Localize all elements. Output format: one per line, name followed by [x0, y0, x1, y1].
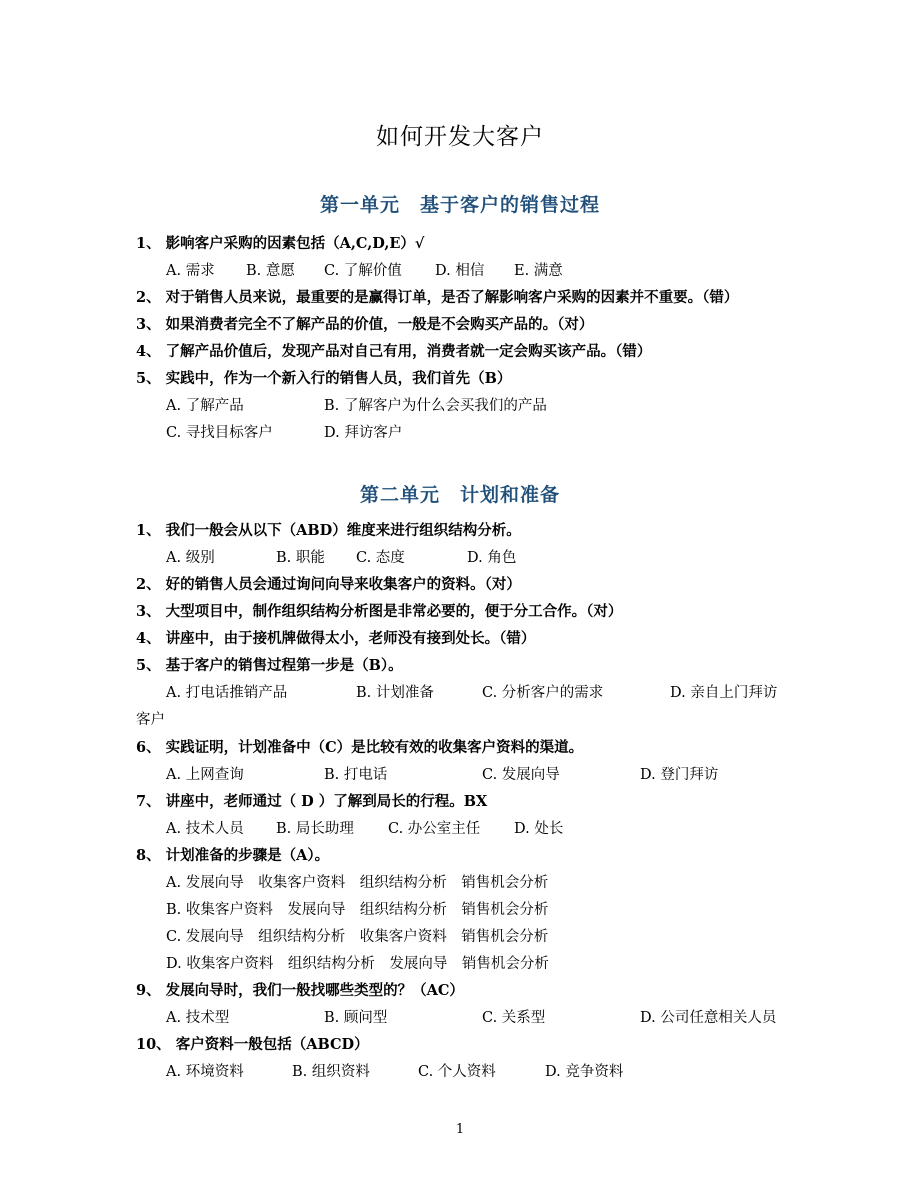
- option: A. 技术型: [166, 1010, 230, 1026]
- option: A. 环境资料: [166, 1064, 244, 1080]
- option: C. 寻找目标客户: [166, 425, 273, 441]
- option: D. 竞争资料: [545, 1064, 624, 1080]
- option: A. 级别: [166, 550, 215, 566]
- question-2-4: 4、 讲座中，由于接机牌做得太小，老师没有接到处长。（错）: [136, 630, 536, 647]
- option: A. 上网查询: [166, 767, 244, 783]
- page-number: 1: [455, 1122, 465, 1137]
- question-1-5: 5、 实践中，作为一个新入行的销售人员，我们首先（B）: [136, 370, 512, 387]
- option: D. 亲自上门拜访: [670, 685, 778, 701]
- question-2-8: 8、 计划准备的步骤是（A）。: [136, 847, 330, 864]
- option: B. 计划准备: [356, 685, 434, 701]
- option: C. 发展向导: [482, 767, 560, 783]
- option: C. 态度: [356, 550, 405, 566]
- option: A. 打电话推销产品: [166, 685, 288, 701]
- option: D. 公司任意相关人员: [640, 1010, 777, 1026]
- option: C. 发展向导 组织结构分析 收集客户资料 销售机会分析: [166, 929, 549, 945]
- option: A. 需求: [166, 263, 215, 279]
- section-heading-unit1: 第一单元 基于客户的销售过程: [319, 194, 600, 216]
- option: A. 技术人员: [166, 821, 244, 837]
- option: D. 角色: [467, 550, 517, 566]
- question-1-4: 4、 了解产品价值后，发现产品对自己有用，消费者就一定会购买该产品。（错）: [136, 343, 652, 360]
- option: D. 登门拜访: [640, 767, 719, 783]
- option: B. 收集客户资料 发展向导 组织结构分析 销售机会分析: [166, 902, 549, 918]
- option: C. 关系型: [482, 1010, 546, 1026]
- question-2-6: 6、 实践证明，计划准备中（C）是比较有效的收集客户资料的渠道。: [136, 739, 584, 756]
- option: D. 相信: [435, 263, 485, 279]
- option: C. 个人资料: [418, 1064, 496, 1080]
- option: D. 处长: [514, 821, 564, 837]
- option: B. 组织资料: [292, 1064, 370, 1080]
- question-2-2: 2、 好的销售人员会通过询问向导来收集客户的资料。（对）: [136, 576, 521, 593]
- question-2-10: 10、 客户资料一般包括（ABCD）: [136, 1036, 369, 1053]
- option: A. 发展向导 收集客户资料 组织结构分析 销售机会分析: [166, 875, 549, 891]
- option: B. 局长助理: [276, 821, 354, 837]
- option: B. 职能: [276, 550, 325, 566]
- question-1-2: 2、 对于销售人员来说，最重要的是赢得订单，是否了解影响客户采购的因素并不重要。（错）: [136, 289, 739, 306]
- option-continuation: 客户: [136, 712, 165, 728]
- page-title: 如何开发大客户: [376, 124, 544, 150]
- question-1-1: 1、 影响客户采购的因素包括（A,C,D,E）√: [136, 235, 425, 252]
- question-1-3: 3、 如果消费者完全不了解产品的价值，一般是不会购买产品的。（对）: [136, 316, 594, 333]
- section-heading-unit2: 第二单元 计划和准备: [359, 484, 560, 506]
- option: C. 了解价值: [324, 263, 402, 279]
- option: C. 办公室主任: [388, 821, 481, 837]
- option: B. 意愿: [246, 263, 295, 279]
- question-2-7: 7、 讲座中，老师通过（ D ）了解到局长的行程。BX: [136, 793, 488, 810]
- option: B. 了解客户为什么会买我们的产品: [324, 398, 547, 414]
- question-2-9: 9、 发展向导时，我们一般找哪些类型的？（AC）: [136, 982, 464, 999]
- question-2-3: 3、 大型项目中，制作组织结构分析图是非常必要的，便于分工合作。（对）: [136, 603, 623, 620]
- question-2-1: 1、 我们一般会从以下（ABD）维度来进行组织结构分析。: [136, 522, 521, 539]
- option: A. 了解产品: [166, 398, 244, 414]
- option: E. 满意: [514, 263, 563, 279]
- option: B. 顾问型: [324, 1010, 388, 1026]
- option: C. 分析客户的需求: [482, 685, 604, 701]
- option: B. 打电话: [324, 767, 388, 783]
- option: D. 收集客户资料 组织结构分析 发展向导 销售机会分析: [166, 956, 549, 972]
- question-2-5: 5、 基于客户的销售过程第一步是（B）。: [136, 657, 403, 674]
- option: D. 拜访客户: [324, 425, 403, 441]
